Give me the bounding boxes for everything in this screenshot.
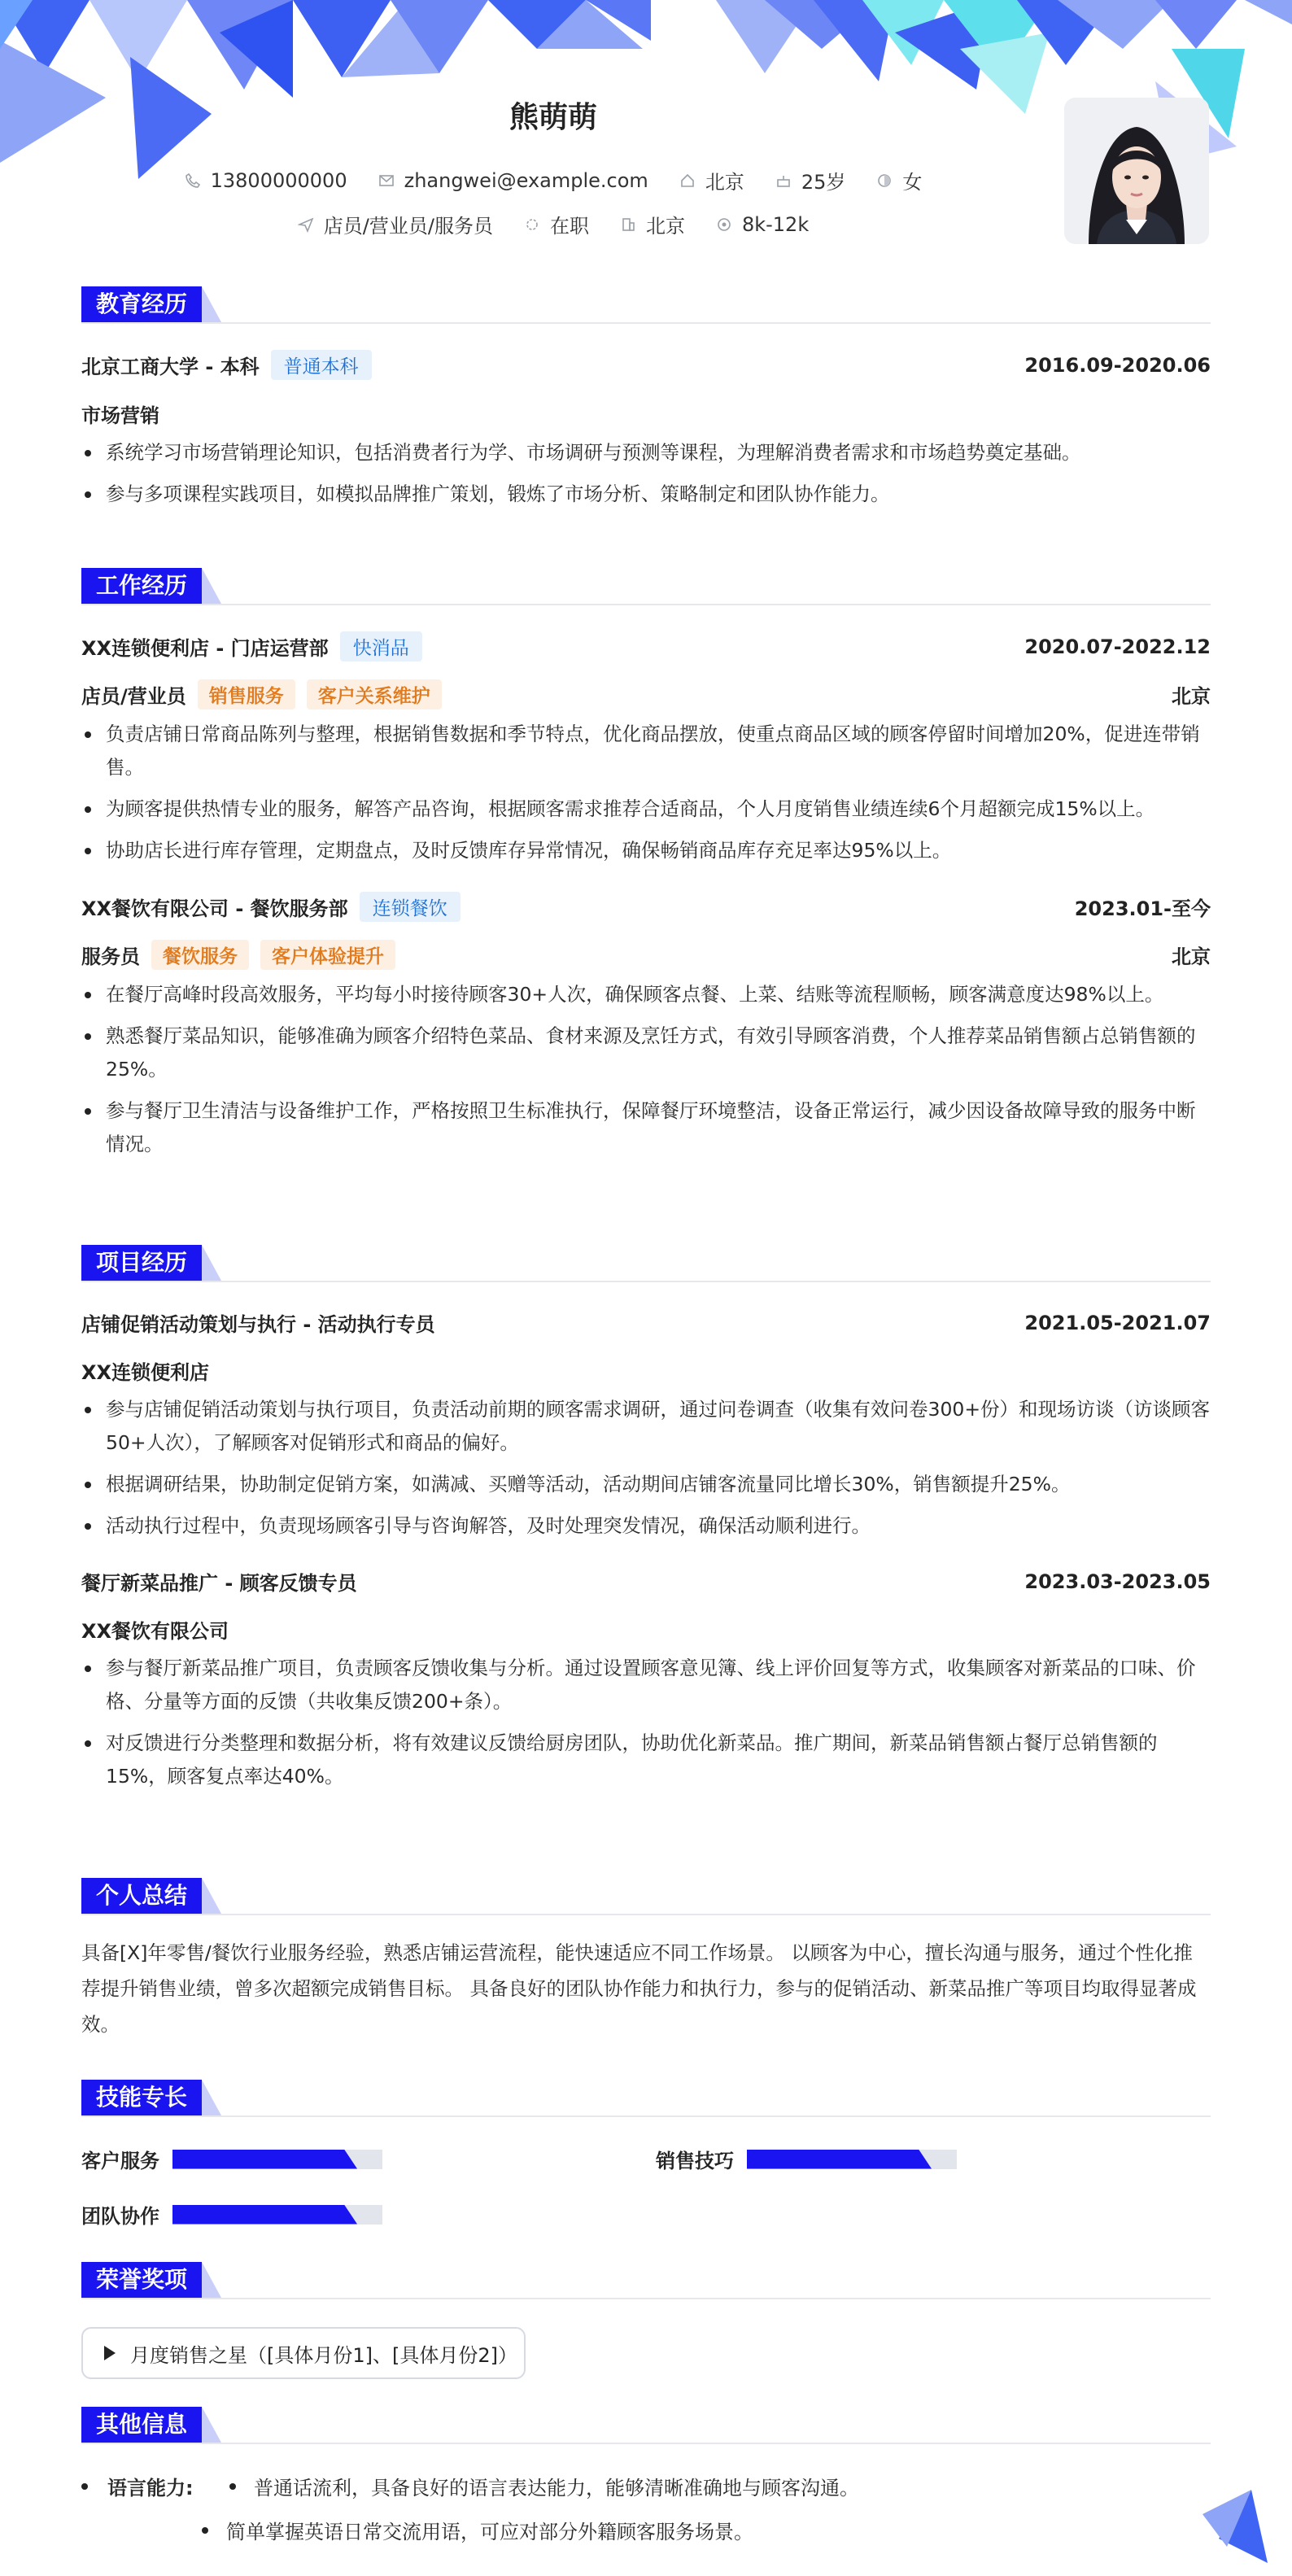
building-icon bbox=[620, 216, 636, 233]
education-section bbox=[81, 286, 1211, 511]
other-title: 其他信息 bbox=[81, 2407, 202, 2443]
skill-tag: 客户体验提升 bbox=[260, 940, 395, 970]
list-item: 对反馈进行分类整理和数据分析，将有效建议反馈给厨房团队，协助优化新菜品。推广期间，新菜品销售额占餐厅总销售额的15%，顾客复点率达40%。 bbox=[81, 1727, 1211, 1793]
salary-text: 8k-12k bbox=[741, 212, 810, 236]
project-org: XX餐饮有限公司 bbox=[81, 1620, 229, 1643]
list-item: 负责店铺日常商品陈列与整理，根据销售数据和季节特点，优化商品摆放，使重点商品区域的顾客停留时间增加20%，促进连带销售。 bbox=[81, 718, 1211, 784]
age-text: 25岁 bbox=[801, 171, 846, 194]
job-date: 2020.07-2022.12 bbox=[1024, 635, 1211, 658]
gender-icon bbox=[876, 172, 893, 189]
summary-section bbox=[81, 1878, 1211, 2042]
portrait-image bbox=[1064, 98, 1209, 244]
city-info bbox=[679, 166, 744, 194]
skill-item bbox=[81, 2200, 382, 2229]
email-text: zhangwei@example.com bbox=[404, 168, 648, 192]
skill-bar-fill bbox=[747, 2150, 932, 2169]
job-role: 店员/营业员 bbox=[81, 685, 186, 708]
job-role: 服务员 bbox=[81, 945, 140, 968]
projects-section bbox=[81, 1245, 1211, 1793]
education-date: 2016.09-2020.06 bbox=[1024, 353, 1211, 377]
summary-text: 具备[X]年零售/餐饮行业服务经验，熟悉店铺运营流程，能快速适应不同工作场景。 以顾客为中心，擅长沟通与服务，通过个性化推荐提升销售业绩，曾多次超额完成销售目标。 具备良好的团队协作能力和执行力，参与的促销活动、新菜品推广等项目均取得显著成效。 bbox=[81, 1941, 1197, 2036]
contact-info-row bbox=[0, 166, 1106, 194]
bullet-dot bbox=[202, 2527, 208, 2534]
job-company: XX连锁便利店 - 门店运营部 bbox=[81, 637, 329, 660]
projects-title: 项目经历 bbox=[81, 1245, 202, 1281]
skill-bar bbox=[172, 2205, 382, 2225]
major-name: 市场营销 bbox=[81, 404, 159, 427]
work-header bbox=[81, 568, 1211, 605]
language-row bbox=[202, 2516, 753, 2544]
avatar-photo bbox=[1064, 98, 1209, 244]
city-text: 北京 bbox=[705, 171, 744, 194]
skill-name: 团队协作 bbox=[81, 2205, 159, 2228]
money-icon bbox=[716, 216, 732, 233]
list-item: 参与店铺促销活动策划与执行项目，负责活动前期的顾客需求调研，通过问卷调查（收集有效问卷300+份）和现场访谈（访谈顾客50+人次），了解顾客对促销形式和商品的偏好。 bbox=[81, 1393, 1211, 1460]
job-location: 北京 bbox=[1172, 945, 1211, 968]
work-city-info bbox=[620, 210, 685, 238]
project-bullets bbox=[81, 1652, 1211, 1793]
skill-tag: 销售服务 bbox=[198, 679, 295, 709]
bullet-dot bbox=[81, 2483, 88, 2490]
project-org: XX连锁便利店 bbox=[81, 1361, 210, 1384]
job-company: XX餐饮有限公司 - 餐饮服务部 bbox=[81, 897, 348, 920]
list-item: 根据调研结果，协助制定促销方案，如满减、买赠等活动，活动期间店铺客流量同比增长30%，销售额提升25%。 bbox=[81, 1468, 1211, 1501]
candidate-name: 熊萌萌 bbox=[509, 101, 597, 134]
corner-decoration bbox=[1203, 2490, 1268, 2563]
other-section bbox=[81, 2407, 1211, 2543]
list-item: 在餐厅高峰时段高效服务，平均每小时接待顾客30+人次，确保顾客点餐、上菜、结账等流程顺畅，顾客满意度达98%以上。 bbox=[81, 978, 1211, 1011]
position-info bbox=[298, 210, 493, 238]
summary-title: 个人总结 bbox=[81, 1878, 202, 1914]
job-entry bbox=[81, 892, 1211, 922]
project-name: 店铺促销活动策划与执行 - 活动执行专员 bbox=[81, 1313, 435, 1336]
education-bullets bbox=[81, 436, 1211, 511]
project-date: 2021.05-2021.07 bbox=[1024, 1311, 1211, 1334]
phone-text: 13800000000 bbox=[210, 168, 347, 192]
work-city-text: 北京 bbox=[645, 215, 685, 238]
skill-bar bbox=[172, 2150, 382, 2169]
skill-tag: 餐饮服务 bbox=[151, 940, 249, 970]
project-entry bbox=[81, 1567, 1211, 1596]
mail-icon bbox=[378, 172, 395, 189]
other-header bbox=[81, 2407, 1211, 2444]
job-date: 2023.01-至今 bbox=[1074, 897, 1211, 920]
phone-icon bbox=[185, 172, 201, 189]
list-item: 参与餐厅新菜品推广项目，负责顾客反馈收集与分析。通过设置顾客意见簿、线上评价回复等方式，收集顾客对新菜品的口味、价格、分量等方面的反馈（共收集反馈200+条）。 bbox=[81, 1652, 1211, 1718]
education-title: 教育经历 bbox=[81, 286, 202, 322]
list-item: 熟悉餐厅菜品知识，能够准确为顾客介绍特色菜品、食材来源及烹饪方式，有效引导顾客消费，个人推荐菜品销售额占总销售额的25%。 bbox=[81, 1019, 1211, 1086]
expand-triangle-icon[interactable] bbox=[104, 2346, 116, 2360]
award-item[interactable] bbox=[81, 2327, 526, 2379]
industry-tag: 快消品 bbox=[340, 631, 422, 661]
skill-bar bbox=[747, 2150, 957, 2169]
projects-header bbox=[81, 1245, 1211, 1282]
position-text: 店员/营业员/服务员 bbox=[323, 215, 493, 238]
age-info bbox=[775, 166, 846, 194]
skill-item bbox=[656, 2145, 957, 2173]
degree-tag: 普通本科 bbox=[271, 350, 372, 380]
language-label: 语言能力: bbox=[107, 2477, 194, 2500]
bullet-dot bbox=[229, 2483, 236, 2490]
skill-bar-fill bbox=[172, 2150, 357, 2169]
honors-title: 荣誉奖项 bbox=[81, 2262, 202, 2298]
award-text: 月度销售之星（[具体月份1]、[具体月份2]） bbox=[130, 2343, 517, 2367]
skill-item bbox=[81, 2145, 382, 2173]
job-info-row bbox=[0, 210, 1106, 238]
job-role-row bbox=[81, 679, 1211, 709]
work-section bbox=[81, 568, 1211, 1161]
language-item: 普通话流利，具备良好的语言表达能力，能够清晰准确地与顾客沟通。 bbox=[254, 2477, 859, 2500]
education-header bbox=[81, 286, 1211, 324]
job-location: 北京 bbox=[1172, 685, 1211, 708]
status-text: 在职 bbox=[549, 215, 589, 238]
email-info bbox=[378, 166, 648, 194]
home-icon bbox=[679, 172, 696, 189]
list-item: 参与多项课程实践项目，如模拟品牌推广策划，锻炼了市场分析、策略制定和团队协作能力。 bbox=[81, 478, 1211, 511]
job-entry bbox=[81, 631, 1211, 661]
list-item: 活动执行过程中，负责现场顾客引导与咨询解答，及时处理突发情况，确保活动顺利进行。 bbox=[81, 1509, 1211, 1543]
phone-info bbox=[185, 166, 347, 194]
skills-title: 技能专长 bbox=[81, 2080, 202, 2115]
gender-info bbox=[876, 166, 922, 194]
list-item: 协助店长进行库存管理，定期盘点，及时反馈库存异常情况，确保畅销商品库存充足率达95%以上。 bbox=[81, 834, 1211, 867]
job-bullets bbox=[81, 718, 1211, 867]
status-icon bbox=[524, 216, 540, 233]
project-name: 餐厅新菜品推广 - 顾客反馈专员 bbox=[81, 1572, 357, 1595]
work-title: 工作经历 bbox=[81, 568, 202, 604]
skill-tag: 客户关系维护 bbox=[307, 679, 442, 709]
skill-bar-fill bbox=[172, 2205, 357, 2225]
summary-header bbox=[81, 1878, 1211, 1915]
honors-header bbox=[81, 2262, 1211, 2299]
skill-name: 客户服务 bbox=[81, 2150, 159, 2172]
skill-name: 销售技巧 bbox=[656, 2150, 734, 2172]
honors-section bbox=[81, 2262, 1211, 2384]
project-date: 2023.03-2023.05 bbox=[1024, 1570, 1211, 1593]
industry-tag: 连锁餐饮 bbox=[360, 892, 460, 922]
school-name: 北京工商大学 - 本科 bbox=[81, 356, 260, 378]
language-item: 简单掌握英语日常交流用语，可应对部分外籍顾客服务场景。 bbox=[226, 2521, 753, 2543]
language-row bbox=[81, 2472, 859, 2500]
list-item: 系统学习市场营销理论知识，包括消费者行为学、市场调研与预测等课程，为理解消费者需求和市场趋势奠定基础。 bbox=[81, 436, 1211, 469]
skills-header bbox=[81, 2080, 1211, 2117]
education-entry bbox=[81, 350, 1211, 380]
job-bullets bbox=[81, 978, 1211, 1161]
send-icon bbox=[298, 216, 314, 233]
project-entry bbox=[81, 1308, 1211, 1337]
project-bullets bbox=[81, 1393, 1211, 1543]
job-role-row bbox=[81, 940, 1211, 970]
list-item: 为顾客提供热情专业的服务，解答产品咨询，根据顾客需求推荐合适商品，个人月度销售业绩连续6个月超额完成15%以上。 bbox=[81, 792, 1211, 826]
status-info bbox=[524, 210, 589, 238]
skills-section bbox=[81, 2080, 1211, 2242]
gender-text: 女 bbox=[902, 171, 923, 194]
salary-info bbox=[716, 210, 809, 238]
list-item: 参与餐厅卫生清洁与设备维护工作，严格按照卫生标准执行，保障餐厅环境整洁，设备正常运行，减少因设备故障导致的服务中断情况。 bbox=[81, 1094, 1211, 1161]
cake-icon bbox=[775, 172, 792, 189]
